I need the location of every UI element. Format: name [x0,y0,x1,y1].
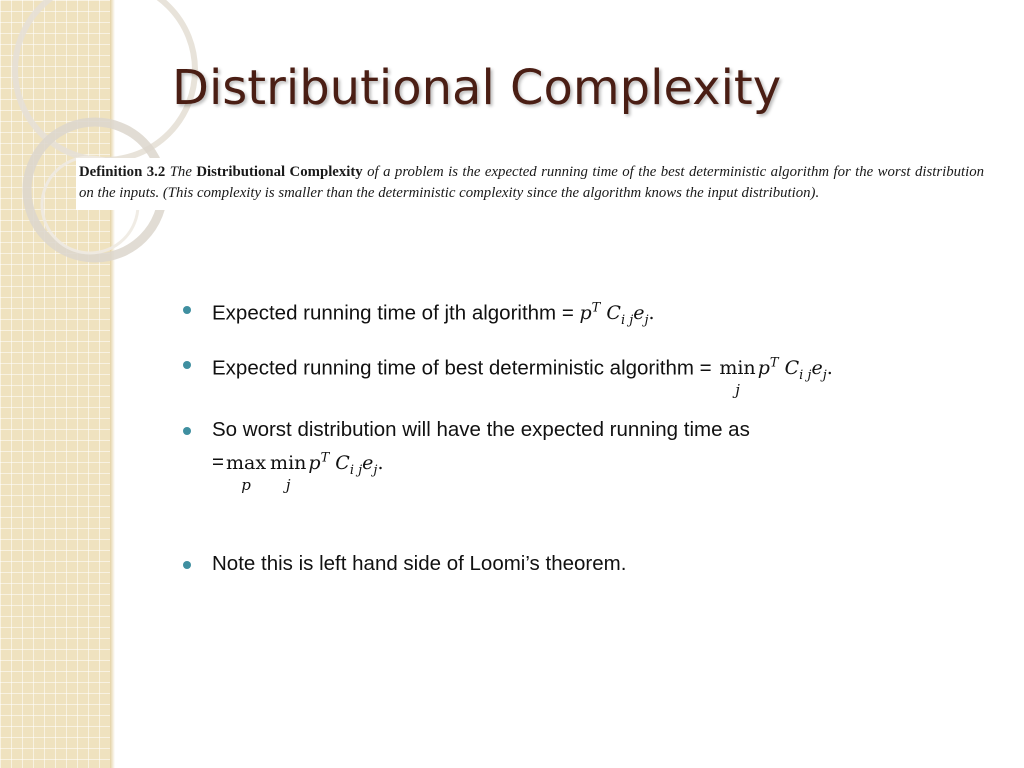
slide-title: Distributional Complexity [172,60,782,116]
bullet-text: So worst distribution will have the expected running time as [212,418,750,442]
bullet-dot-icon [183,361,191,369]
definition-the: The [169,164,192,180]
bullet-text: Expected running time of jth algorithm = [212,301,580,325]
min-operator: min j [270,451,307,494]
definition-excerpt [76,158,984,210]
definition-label: Definition [79,164,143,180]
ring-large [15,0,195,160]
definition-number: 3.2 [146,164,166,180]
formula: $p^T$ $C_{i j}e_j$. [579,301,655,329]
min-operator: min j [719,357,756,400]
bullet-item [180,550,960,578]
definition-term: Distributional Complexity [196,164,363,180]
max-operator: max p [225,451,267,494]
bullet-item [180,295,960,335]
bullet-text: Expected running time of best deterministic algorithm = [212,356,718,380]
bullet-item [180,350,960,400]
formula-equals: = [212,450,224,474]
bullet-dot-icon [183,427,191,435]
formula: $p^T$ $C_{i j}e_j$. [308,450,384,478]
bullet-text: Note this is left hand side of Loomi’s theorem. [212,552,627,576]
definition-body: of a problem is the expected running time of the best deterministic algorithm for the worst distribution on the inputs. (This complexity is smaller than the deterministic complexity since the algorithm knows the input distribution). [79,164,985,201]
bullet-dot-icon [183,561,191,569]
bullet-item [180,416,960,494]
bullet-list [180,295,960,578]
bullet-dot-icon [183,306,191,314]
formula: $p^T$ $C_{i j}e_j$. [757,356,833,384]
